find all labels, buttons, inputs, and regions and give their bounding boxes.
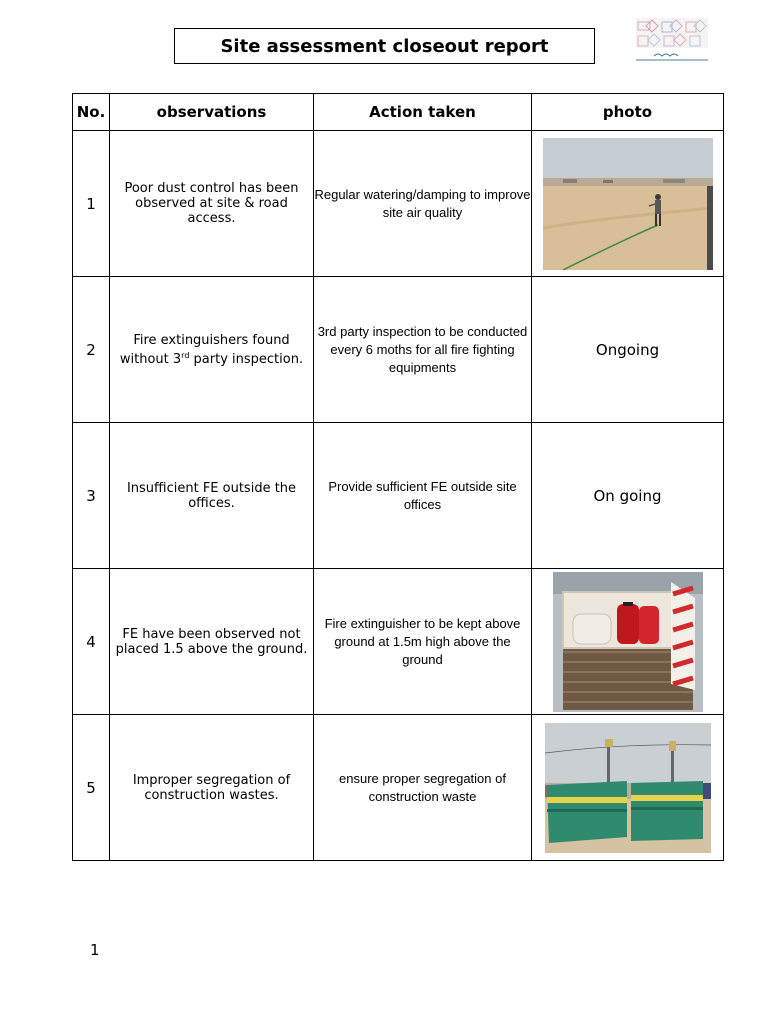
- action-cell: 3rd party inspection to be conducted every 6 moths for all fire fighting equipments: [314, 277, 532, 423]
- company-logo: [634, 16, 710, 66]
- photo-cell: [532, 715, 724, 861]
- photo-cell: [532, 131, 724, 277]
- closeout-table: [72, 93, 724, 861]
- ordinal-suffix: rd: [181, 350, 190, 360]
- fire-extinguisher-cabinet-photo: [553, 572, 703, 712]
- photo-cell: [532, 569, 724, 715]
- header-action: Action taken: [314, 94, 532, 131]
- waste-skips-photo: [545, 723, 711, 853]
- observation-text: Fire extinguishers found without 3: [119, 332, 290, 367]
- report-title: Site assessment closeout report: [174, 28, 595, 64]
- table-row: [73, 423, 724, 569]
- header-observations: observations: [110, 94, 314, 131]
- action-cell: ensure proper segregation of construction waste: [314, 715, 532, 861]
- row-number: 3: [73, 423, 110, 569]
- observation-cell: Poor dust control has been observed at site & road access.: [110, 131, 314, 277]
- row-number: 4: [73, 569, 110, 715]
- header-no: No.: [73, 94, 110, 131]
- observation-cell: Insufficient FE outside the offices.: [110, 423, 314, 569]
- action-cell: Provide sufficient FE outside site offices: [314, 423, 532, 569]
- page-number: 1: [90, 941, 100, 959]
- row-number: 1: [73, 131, 110, 277]
- row-number: 5: [73, 715, 110, 861]
- table-row: [73, 131, 724, 277]
- action-cell: Fire extinguisher to be kept above ground at 1.5m high above the ground: [314, 569, 532, 715]
- observation-cell: FE have been observed not placed 1.5 above the ground.: [110, 569, 314, 715]
- table-header-row: [73, 94, 724, 131]
- observation-text-end: party inspection.: [189, 351, 304, 367]
- row-number: 2: [73, 277, 110, 423]
- photo-status-text: Ongoing: [532, 277, 724, 423]
- header-photo: photo: [532, 94, 724, 131]
- action-cell: Regular watering/damping to improve site air quality: [314, 131, 532, 277]
- desert-site-watering-photo: [543, 138, 713, 270]
- table-row: [73, 277, 724, 423]
- table-row: [73, 569, 724, 715]
- photo-status-text: On going: [532, 423, 724, 569]
- table-row: [73, 715, 724, 861]
- observation-cell: Improper segregation of construction wastes.: [110, 715, 314, 861]
- observation-cell: [110, 277, 314, 423]
